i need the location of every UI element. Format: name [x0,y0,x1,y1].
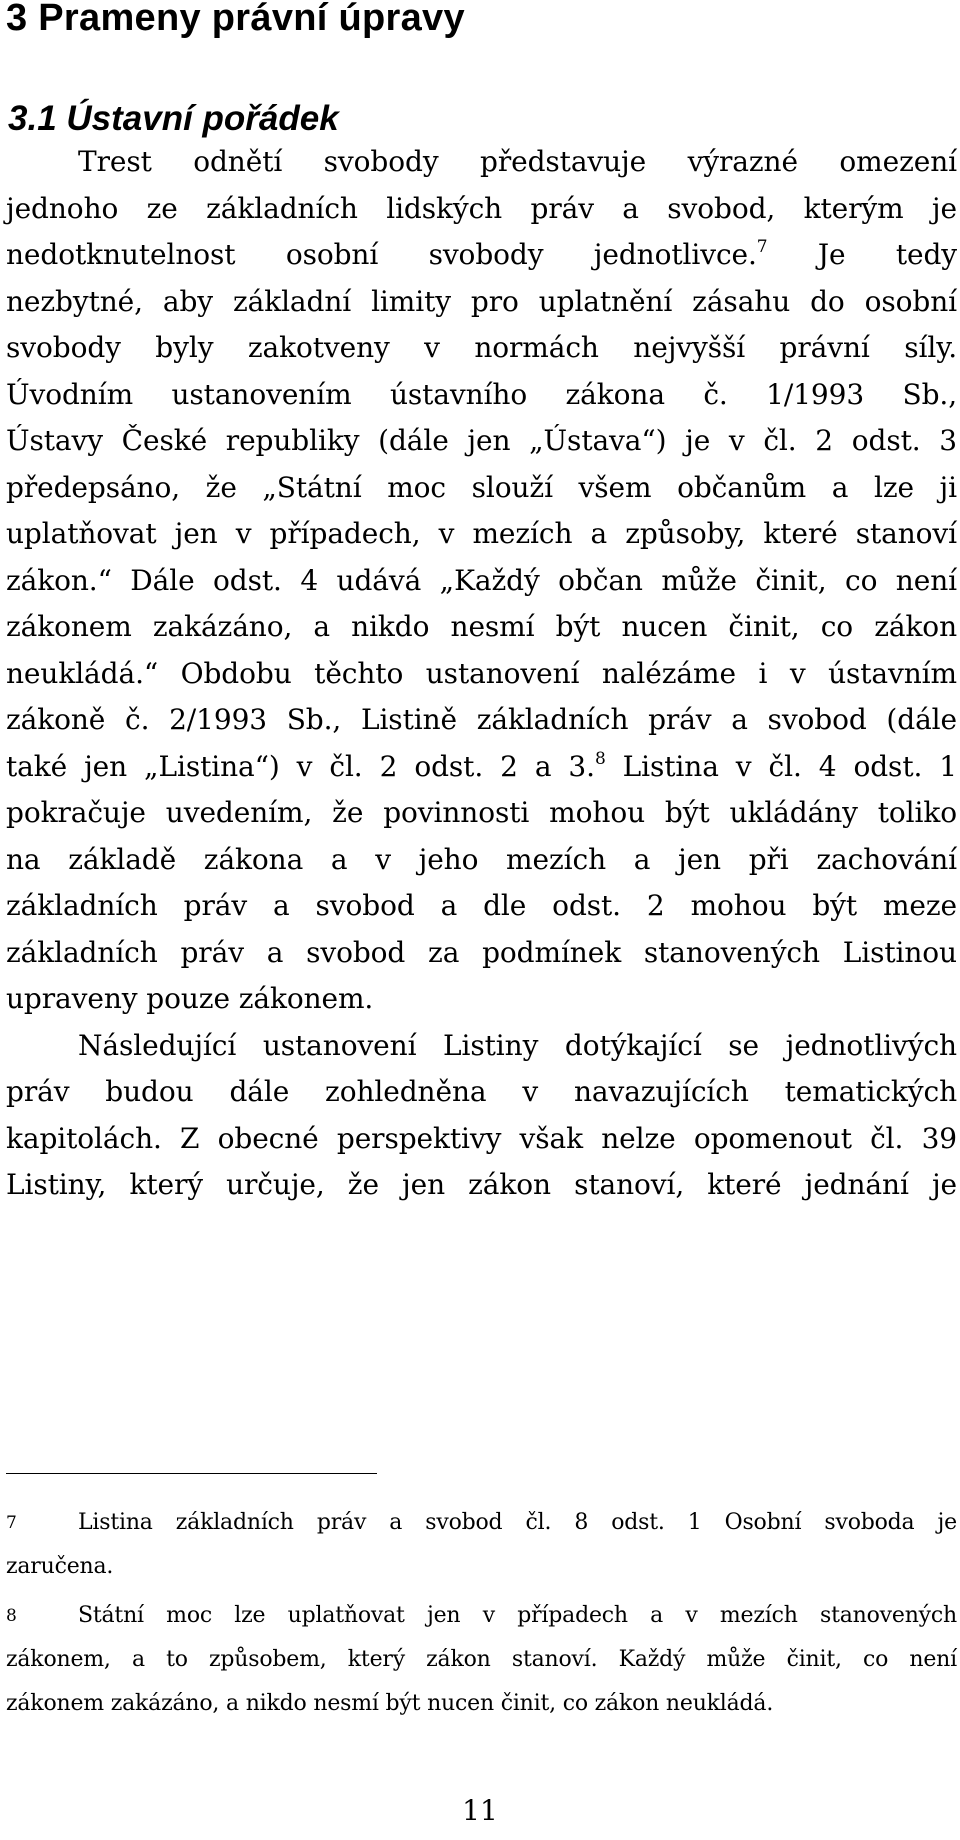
text-line [6,235,957,275]
text-line: svobody byly zakotveny v normách nejvyšší právní síly. [6,331,957,364]
text-line: Úvodním ustanovením ústavního zákona č. 1/1993 Sb., [6,378,957,411]
text-line: jednoho ze základních lidských práv a svobod, kterým je [6,192,957,225]
footnote-number: 8 [6,1606,17,1626]
text-line: zákoně č. 2/1993 Sb., Listině základních práv a svobod (dále [6,703,957,736]
text-line: nezbytné, aby základní limity pro uplatnění zásahu do osobní [6,285,957,318]
text-line: Listiny, který určuje, že jen zákon stanoví, které jednání je [6,1168,957,1201]
footnote-ref-7: 7 [756,237,768,257]
page-number: 11 [462,1794,498,1827]
text-segment: nedotknutelnost osobní svobody jednotlivce. [6,238,757,271]
text-line: pokračuje uvedením, že povinnosti mohou být ukládány toliko [6,796,957,829]
text-line: zákonem zakázáno, a nikdo nesmí být nucen činit, co zákon [6,610,957,643]
text-line: kapitolách. Z obecné perspektivy však nelze opomenout čl. 39 [6,1122,957,1155]
text-segment: Listina v čl. 4 odst. 1 [605,750,957,783]
text-line: zákon.“ Dále odst. 4 udává „Každý občan může činit, co není [6,564,957,597]
text-line: upraveny pouze zákonem. [6,982,374,1015]
text-line: předepsáno, že „Státní moc slouží všem občanům a lze ji [6,471,957,504]
section-heading: 3.1 Ústavní pořádek [8,99,339,138]
text-segment: Je tedy [767,238,957,271]
footnote-line: zákonem zakázáno, a nikdo nesmí být nucen činit, co zákon neukládá. [6,1691,774,1716]
footnote-separator [6,1473,377,1474]
text-line: základních práv a svobod za podmínek stanovených Listinou [6,936,957,969]
footnote-ref-8: 8 [594,749,606,769]
text-line: neukládá.“ Obdobu těchto ustanovení nalézáme i v ústavním [6,657,957,690]
footnote-line: zaručena. [6,1554,114,1579]
text-segment: také jen „Listina“) v čl. 2 odst. 2 a 3. [6,750,595,783]
text-line: základních práv a svobod a dle odst. 2 mohou být meze [6,889,957,922]
footnote-line: Listina základních práv a svobod čl. 8 odst. 1 Osobní svoboda je [78,1510,957,1535]
footnote-line: zákonem, a to způsobem, který zákon stanoví. Každý může činit, co není [6,1647,957,1672]
text-line: Následující ustanovení Listiny dotýkající se jednotlivých [78,1029,957,1062]
footnote-line: Státní moc lze uplatňovat jen v případech a v mezích stanovených [78,1603,957,1628]
text-line: práv budou dále zohledněna v navazujících tematických [6,1075,957,1108]
text-line: uplatňovat jen v případech, v mezích a způsoby, které stanoví [6,517,957,550]
text-line: Ústavy České republiky (dále jen „Ústava“) je v čl. 2 odst. 3 [6,424,957,457]
footnote-number: 7 [6,1513,17,1533]
chapter-heading: 3 Prameny právní úpravy [6,0,465,39]
text-line [6,747,957,787]
text-line: na základě zákona a v jeho mezích a jen při zachování [6,843,957,876]
text-line: Trest odnětí svobody představuje výrazné omezení [78,145,957,178]
